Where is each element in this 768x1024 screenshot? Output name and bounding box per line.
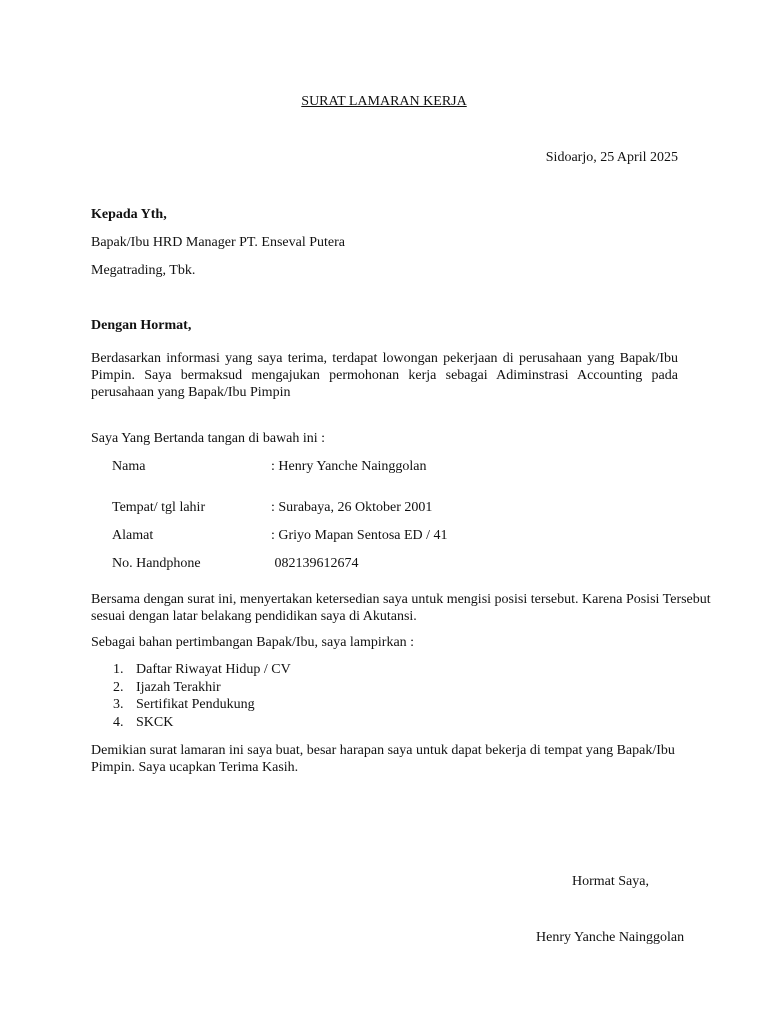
list-item-number: 4. — [113, 714, 124, 730]
list-item-number: 1. — [113, 662, 124, 677]
salutation: Dengan Hormat, — [91, 318, 192, 333]
recipient-line-1: Bapak/Ibu HRD Manager PT. Enseval Putera — [91, 235, 346, 250]
list-item-text: Ijazah Terakhir — [136, 679, 221, 695]
identity-label-name: Nama — [112, 459, 146, 474]
recipient-heading: Kepada Yth, — [91, 207, 167, 222]
closing-greeting: Hormat Saya, — [572, 874, 649, 889]
recipient-line-2: Megatrading, Tbk. — [91, 263, 196, 278]
identity-label-address: Alamat — [112, 528, 154, 543]
statement-paragraph: Bersama dengan surat ini, menyertakan ketersedian saya untuk mengisi posisi tersebut. Karena Posisi Tersebut sesuai dengan latar belakang pendidikan saya di Akutansi. — [91, 592, 711, 624]
list-item-number: 2. — [113, 679, 124, 695]
identity-value-name: : Henry Yanche Nainggolan — [271, 459, 427, 474]
signer-name: Henry Yanche Nainggolan — [536, 930, 685, 945]
identity-label-phone: No. Handphone — [112, 556, 201, 571]
list-item-text: Daftar Riwayat Hidup / CV — [136, 662, 291, 677]
identity-value-birth: : Surabaya, 26 Oktober 2001 — [271, 500, 433, 515]
closing-paragraph: Demikian surat lamaran ini saya buat, besar harapan saya untuk dapat bekerja di tempat yang Bapak/Ibu Pimpin. Saya ucapkan Terima Kasih. — [91, 743, 675, 775]
attachments-intro: Sebagai bahan pertimbangan Bapak/Ibu, saya lampirkan : — [91, 635, 415, 650]
list-item-number: 3. — [113, 697, 124, 712]
signer-intro: Saya Yang Bertanda tangan di bawah ini : — [91, 431, 326, 446]
identity-label-birth: Tempat/ tgl lahir — [112, 500, 206, 515]
identity-value-phone: 082139612674 — [271, 556, 359, 571]
letter-title: SURAT LAMARAN KERJA — [301, 94, 467, 109]
identity-value-address: : Griyo Mapan Sentosa ED / 41 — [271, 528, 448, 543]
place-date: Sidoarjo, 25 April 2025 — [545, 150, 678, 165]
list-item-text: SKCK — [136, 714, 174, 730]
intro-paragraph: Berdasarkan informasi yang saya terima, terdapat lowongan pekerjaan di perusahaan yang Bapak/Ibu Pimpin. Saya bermaksud mengajukan permohonan kerja sebagai Adiminstrasi Accounting pada perusahaan yang Bapak/Ibu Pimpin — [91, 351, 678, 400]
list-item-text: Sertifikat Pendukung — [136, 697, 255, 712]
